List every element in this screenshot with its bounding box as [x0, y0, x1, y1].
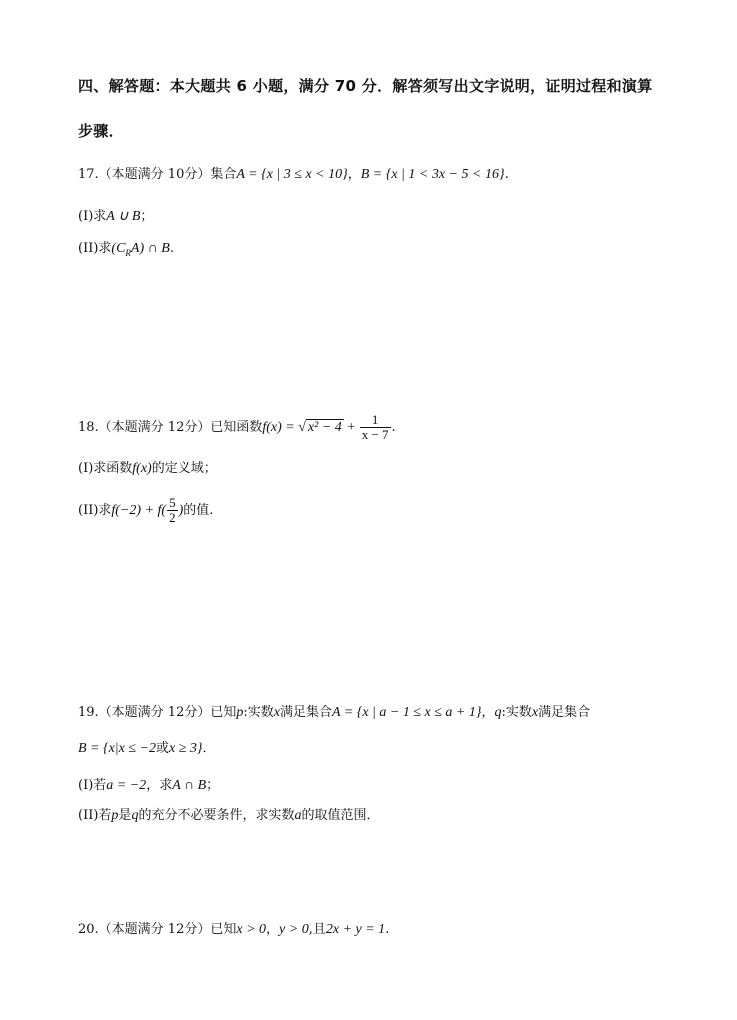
part-text: 的取值范围．	[301, 808, 380, 823]
question-19-part-2	[78, 807, 379, 825]
part-label: (II)求	[78, 503, 112, 518]
question-17-prefix: 17.（本题满分 10分）集合	[78, 167, 237, 182]
question-19-prefix: 19.（本题满分 12分）已知	[78, 705, 237, 720]
variable-x: x	[273, 705, 280, 720]
part-text: 的定义域；	[151, 461, 217, 476]
fraction: $\frac{1}{x - 7}$	[361, 412, 389, 442]
complement-expression: $(C_RA)$ ∩ B	[111, 241, 170, 258]
part-end: ；	[140, 209, 154, 224]
part-text: 的值.	[183, 503, 214, 518]
function-name: f(x) =	[262, 420, 299, 435]
question-17-part-1	[78, 208, 153, 226]
period: .	[385, 922, 390, 937]
question-18-part-1	[78, 460, 217, 478]
text: 或	[156, 741, 170, 756]
period: .	[391, 420, 396, 435]
text: :实数	[243, 705, 274, 720]
variable-a: a	[294, 808, 302, 823]
square-root: √ x² − 4	[298, 420, 342, 435]
part-label: (I)若	[78, 778, 107, 793]
part-label: (II)求	[78, 241, 112, 256]
section-heading-continued: 步骤．	[78, 122, 124, 140]
part-label: (I)求函数	[78, 461, 133, 476]
period: ．	[202, 741, 216, 756]
condition-x: x > 0	[236, 922, 267, 937]
condition-y: y > 0	[279, 922, 309, 937]
question-20-stem	[78, 921, 389, 939]
text: 满足集合	[279, 705, 332, 720]
text: ,且	[308, 922, 326, 937]
part-text: 的充分不必要条件，求实数	[138, 808, 295, 823]
question-19-part-1	[78, 777, 219, 795]
text: 满足集合	[538, 705, 591, 720]
separator: ，	[266, 922, 280, 937]
part-label: (II)若	[78, 808, 112, 823]
question-18-part-2	[78, 494, 213, 528]
proposition-q: q	[131, 808, 139, 823]
question-20-prefix: 20.（本题满分 12分）已知	[78, 922, 237, 937]
function-expression: f(x)	[132, 461, 152, 476]
set-a-expression: A = {x | a − 1 ≤ x ≤ a + 1}	[331, 705, 482, 720]
question-18-stem	[78, 411, 396, 445]
set-b-expression: B = {x | 1 < 3x − 5 < 16}	[360, 167, 505, 182]
part-end: .	[169, 241, 174, 256]
equation: 2x + y = 1	[325, 922, 386, 937]
proposition-p: p	[236, 705, 244, 720]
set-b-expression: B = {x|x ≤ −2	[78, 741, 157, 756]
condition-expression: a = −2	[106, 778, 147, 793]
period: .	[504, 167, 509, 182]
set-a-expression: A = {x | 3 ≤ x < 10}	[236, 167, 348, 182]
part-text: ，求	[146, 778, 173, 793]
separator: ，	[481, 705, 495, 720]
question-18-prefix: 18.（本题满分 12分）已知函数	[78, 420, 263, 435]
intersection-expression: A ∩ B	[172, 778, 207, 793]
part-text: 是	[118, 808, 132, 823]
fraction: $\frac{5}{2}$	[169, 495, 176, 525]
value-expression: f(−2) + f(	[111, 503, 167, 518]
part-label: (I)求	[78, 209, 107, 224]
part-end: ；	[206, 778, 220, 793]
proposition-q: q	[494, 705, 502, 720]
question-19-set-b	[78, 740, 216, 758]
union-expression: A ∪ B	[106, 209, 141, 224]
text: :实数	[501, 705, 532, 720]
question-17-stem	[78, 166, 509, 184]
variable-x: x	[531, 705, 539, 720]
close-paren: )	[178, 503, 184, 518]
question-17-part-2	[78, 240, 174, 262]
section-heading: 四、解答题：本大题共 6 小题，满分 70 分．解答须写出文字说明，证明过程和演算	[78, 77, 653, 95]
proposition-p: p	[111, 808, 119, 823]
separator: ，	[347, 167, 361, 182]
plus-sign: +	[343, 420, 359, 435]
question-19-stem	[78, 704, 590, 722]
set-b-expression-end: x ≥ 3}	[169, 741, 203, 756]
